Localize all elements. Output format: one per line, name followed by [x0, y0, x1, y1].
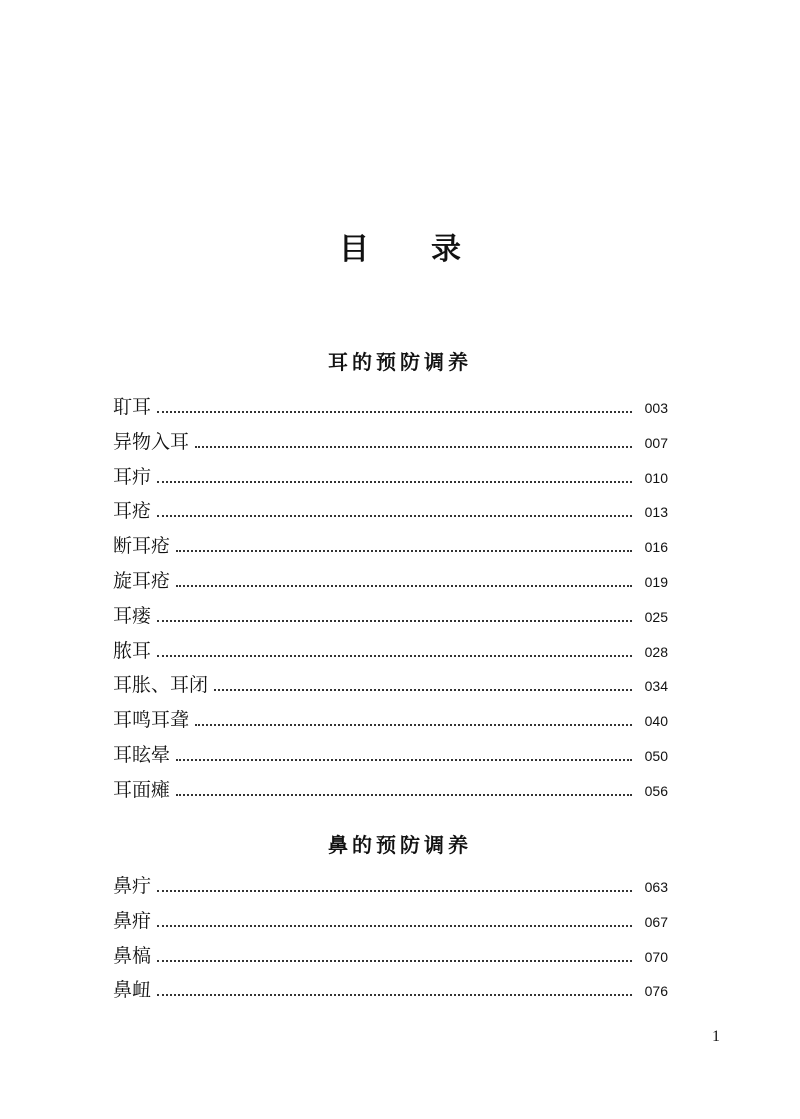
dot-leader — [157, 481, 632, 483]
toc-entry[interactable] — [113, 939, 668, 974]
toc-entry[interactable] — [113, 773, 668, 808]
dot-leader — [195, 446, 632, 448]
toc-entry-page: 076 — [644, 983, 668, 1000]
toc-entry[interactable] — [113, 668, 668, 703]
toc-entry-title: 鼻槁 — [113, 944, 152, 967]
dot-leader — [195, 724, 632, 726]
toc-entry-page: 019 — [644, 573, 668, 590]
toc-entry-page: 025 — [644, 608, 668, 625]
toc-entry-page: 040 — [644, 713, 668, 730]
toc-entry-title: 耳瘘 — [113, 604, 152, 627]
toc-entry-title: 耵耳 — [113, 396, 152, 418]
dot-leader — [157, 620, 632, 622]
toc-entry[interactable] — [113, 494, 668, 529]
dot-leader — [157, 411, 632, 413]
toc-entry-title: 耳胀、耳闭 — [113, 674, 209, 697]
toc-entry-page: 050 — [644, 747, 668, 764]
toc-entry-page: 056 — [644, 782, 668, 799]
toc-entry-title: 异物入耳 — [113, 430, 190, 453]
toc-entry-page: 070 — [644, 948, 668, 965]
toc-entry-title: 耳疮 — [113, 500, 152, 523]
toc-entry-title: 鼻疔 — [113, 875, 152, 897]
dot-leader — [157, 890, 632, 892]
dot-leader — [176, 585, 632, 587]
toc-entry[interactable] — [113, 564, 668, 599]
dot-leader — [176, 759, 632, 761]
toc-entry[interactable] — [113, 425, 668, 460]
page-title-right: 录 — [431, 232, 461, 267]
toc-entry-page: 016 — [644, 539, 668, 556]
dot-leader — [157, 655, 632, 657]
toc-entry[interactable] — [113, 634, 668, 669]
toc-entry-title: 脓耳 — [113, 639, 152, 662]
toc-entry[interactable] — [113, 904, 668, 939]
toc-entry-title: 断耳疮 — [113, 535, 171, 558]
dot-leader — [157, 515, 632, 517]
toc-list-ear — [113, 390, 668, 808]
toc-entry-title: 鼻疳 — [113, 909, 152, 932]
toc-entry-page: 034 — [644, 678, 668, 695]
toc-list-nose — [113, 869, 668, 1008]
section-heading-ear: 耳的预防调养 — [328, 350, 472, 374]
toc-entry-page: 007 — [644, 434, 668, 451]
toc-entry[interactable] — [113, 973, 668, 1008]
section-heading-nose: 鼻的预防调养 — [328, 833, 472, 857]
toc-entry-page: 067 — [644, 913, 668, 930]
toc-entry-title: 鼻衄 — [113, 979, 152, 1002]
dot-leader — [214, 689, 632, 691]
dot-leader — [176, 794, 632, 796]
dot-leader — [157, 960, 632, 962]
toc-entry-page: 010 — [644, 469, 668, 486]
toc-entry-page: 013 — [644, 504, 668, 521]
toc-entry[interactable] — [113, 460, 668, 495]
page-number: 1 — [712, 1028, 720, 1045]
toc-entry-title: 耳鸣耳聋 — [113, 709, 190, 732]
dot-leader — [157, 994, 632, 996]
dot-leader — [157, 925, 632, 927]
toc-entry-page: 063 — [644, 879, 668, 895]
toc-entry-page: 003 — [644, 400, 668, 416]
toc-entry[interactable] — [113, 529, 668, 564]
toc-entry[interactable] — [113, 869, 668, 904]
toc-entry-title: 耳疖 — [113, 465, 152, 488]
toc-entry[interactable] — [113, 738, 668, 773]
page-title-left: 目 — [339, 232, 369, 267]
toc-entry-page: 028 — [644, 643, 668, 660]
dot-leader — [176, 550, 632, 552]
toc-entry-title: 耳面瘫 — [113, 778, 171, 801]
page-title — [0, 224, 800, 268]
toc-entry[interactable] — [113, 390, 668, 425]
toc-entry[interactable] — [113, 599, 668, 634]
toc-entry[interactable] — [113, 703, 668, 738]
toc-entry-title: 耳眩晕 — [113, 743, 171, 766]
toc-entry-title: 旋耳疮 — [113, 569, 171, 592]
